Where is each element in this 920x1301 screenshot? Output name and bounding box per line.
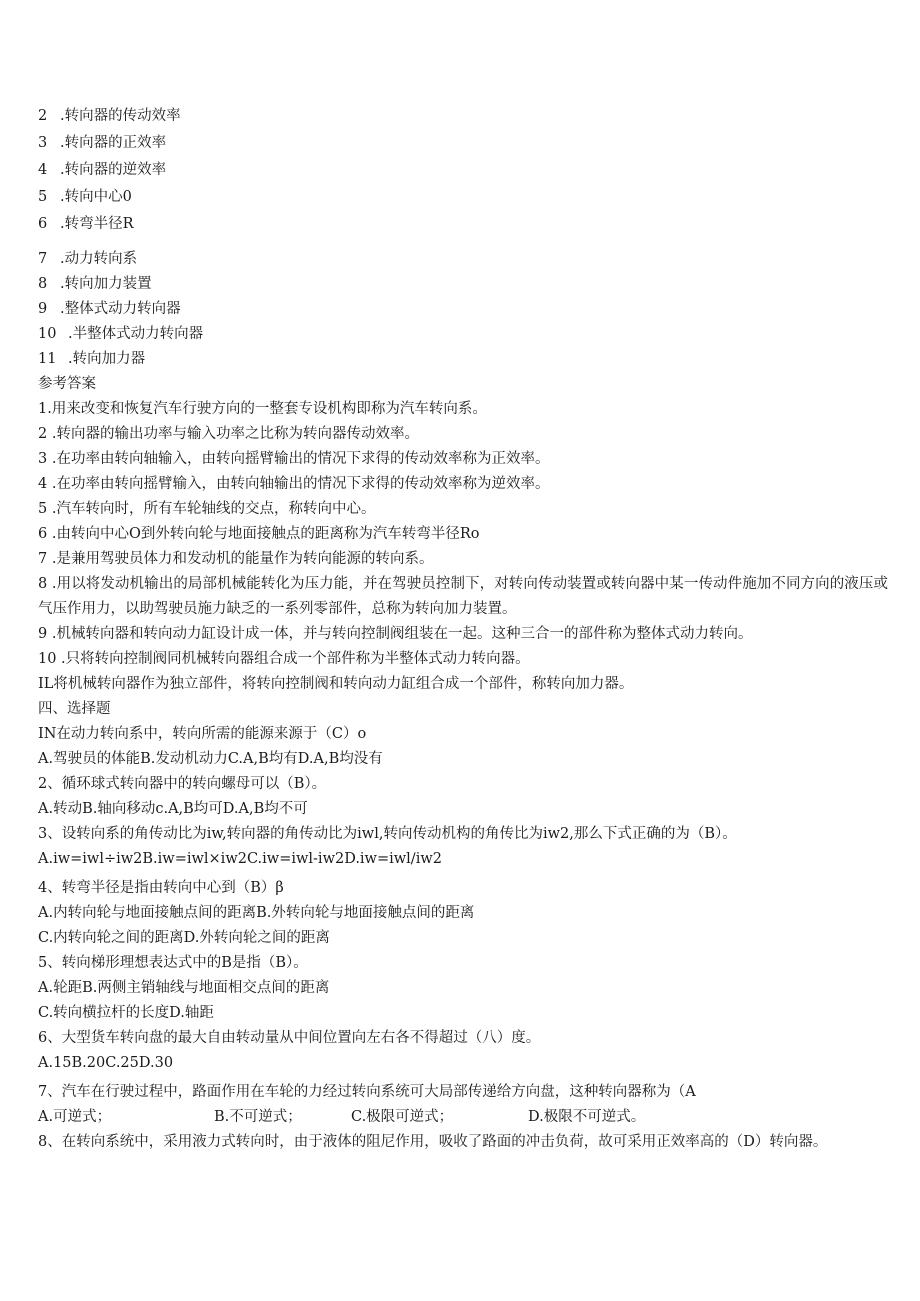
answer-item: 5 .汽车转向时，所有车轮轴线的交点，称转向中心。 <box>38 501 376 517</box>
question-list <box>38 722 888 1155</box>
question-text: 8、在转向系统中，采用液力式转向时，由于液体的阻尼作用，吸收了路面的冲击负荷，故可采用正效率高的（D）转向器。 <box>38 1134 828 1150</box>
question-options: A.iw=iwl÷iw2B.iw=iwl×iw2C.iw=iwl-iw2D.iw=iwl∕iw2 <box>38 851 442 867</box>
answer-item: 4 .在功率由转向摇臂输入，由转向轴输出的情况下求得的传动效率称为逆效率。 <box>38 476 550 492</box>
option-d: D.极限不可逆式。 <box>528 1109 646 1125</box>
question-text: 3、设转向系的角传动比为iw,转向器的角传动比为iwl,转向传动机构的角传比为iw2,那么下式正确的为（B）。 <box>38 826 737 842</box>
question-text: 4、转弯半径是指由转向中心到（B）β <box>38 880 284 896</box>
option-b: B.不可逆式； <box>214 1109 302 1125</box>
question-text: 7、汽车在行驶过程中，路面作用在车轮的力经过转向系统可大局部传递给方向盘，这种转向器称为（A <box>38 1084 696 1100</box>
term-item: 4 .转向器的逆效率 <box>38 162 167 178</box>
answer-item: IL将机械转向器作为独立部件，将转向控制阀和转向动力缸组合成一个部件，称转向加力器。 <box>38 676 634 692</box>
question-options: A.15B.20C.25D.30 <box>38 1055 174 1071</box>
option-a: A.可逆式； <box>38 1109 112 1125</box>
answer-item: 1.用来改变和恢复汽车行驶方向的一整套专设机构即称为汽车转向系。 <box>38 401 487 417</box>
question-options: C.内转向轮之间的距离D.外转向轮之间的距离 <box>38 930 330 946</box>
answer-item: 9 .机械转向器和转向动力缸设计成一体，并与转向控制阀组装在一起。这种三合一的部件称为整体式动力转向。 <box>38 626 753 642</box>
answer-item: 7 .是兼用驾驶员体力和发动机的能量作为转向能源的转向系。 <box>38 551 434 567</box>
question-options: A.转动B.轴向移动c.A,B均可D.A,B均不可 <box>38 801 308 817</box>
term-item: 2 .转向器的传动效率 <box>38 108 181 124</box>
term-item: 7 .动力转向系 <box>38 251 138 267</box>
answer-list <box>38 397 888 697</box>
term-item: 8 .转向加力装置 <box>38 276 152 292</box>
answer-item: 10 .只将转向控制阀同机械转向器组合成一个部件称为半整体式动力转向器。 <box>38 651 530 667</box>
question-options: A.驾驶员的体能B.发动机动力C.A,B均有D.A,B均没有 <box>38 751 383 767</box>
answer-item: 2 .转向器的输出功率与输入功率之比称为转向器传动效率。 <box>38 426 419 442</box>
answer-item: 6 .由转向中心O到外转向轮与地面接触点的距离称为汽车转弯半径Ro <box>38 526 480 542</box>
question-options: A.轮距B.两侧主销轴线与地面相交点间的距离 <box>38 980 330 996</box>
question-text: IN在动力转向系中，转向所需的能源来源于（C）o <box>38 726 367 742</box>
answers-heading: 参考答案 <box>38 376 96 392</box>
question-text: 2、循环球式转向器中的转向螺母可以（B）。 <box>38 776 327 792</box>
option-c: C.极限可逆式； <box>351 1109 454 1125</box>
term-item: 9 .整体式动力转向器 <box>38 301 181 317</box>
question-text: 6、大型货车转向盘的最大自由转动量从中间位置向左右各不得超过（八）度。 <box>38 1030 541 1046</box>
document-page <box>38 104 888 1155</box>
question-options: C.转向横拉杆的长度D.轴距 <box>38 1005 214 1021</box>
question-options <box>38 1105 888 1130</box>
term-list <box>38 104 888 372</box>
answer-item: 8 .用以将发动机输出的局部机械能转化为压力能，并在驾驶员控制下，对转向传动装置或转向器中某一传动件施加不同方向的液压或气压作用力，以助驾驶员施力缺乏的一系列零部件，总称为转向加力装置。 <box>38 576 888 617</box>
question-text: 5、转向梯形理想表达式中的B是指（B）。 <box>38 955 308 971</box>
section-heading: 四、选择题 <box>38 701 111 717</box>
term-item: 6 .转弯半径R <box>38 216 134 232</box>
term-item: 11 .转向加力器 <box>38 351 146 367</box>
question-options: A.内转向轮与地面接触点间的距离B.外转向轮与地面接触点间的距离 <box>38 905 475 921</box>
term-item: 10 .半整体式动力转向器 <box>38 326 204 342</box>
term-item: 3 .转向器的正效率 <box>38 135 167 151</box>
answer-item: 3 .在功率由转向轴输入，由转向摇臂输出的情况下求得的传动效率称为正效率。 <box>38 451 550 467</box>
term-item: 5 .转向中心0 <box>38 189 132 205</box>
